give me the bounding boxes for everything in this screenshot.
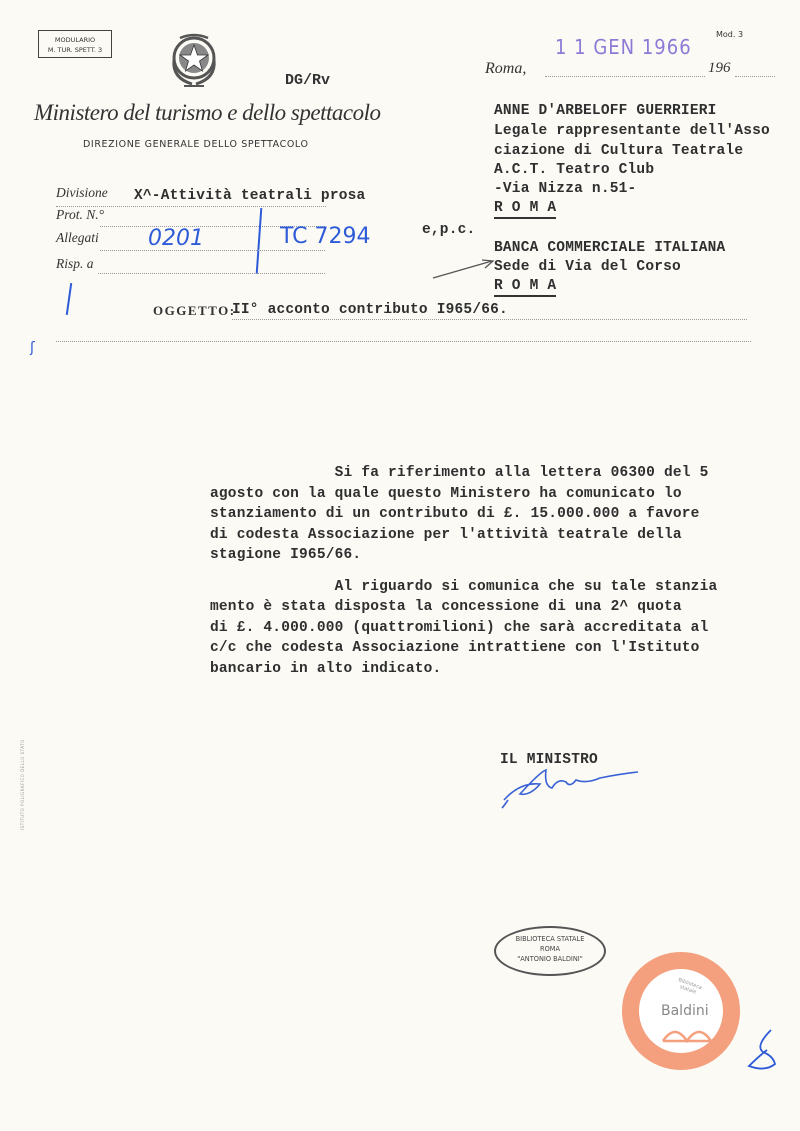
- reference-code: DG/Rv: [285, 72, 331, 89]
- year-prefix: 196: [708, 60, 731, 76]
- body-line: agosto con la quale questo Ministero ha comunicato lo: [210, 485, 682, 502]
- allegati-label: Allegati: [56, 230, 99, 245]
- logo-name: Baldini: [661, 1003, 709, 1019]
- baldini-logo: [622, 952, 740, 1070]
- book-arch-icon: [661, 1023, 713, 1043]
- library-stamp-line3: "ANTONIO BALDINI": [517, 955, 583, 963]
- handwritten-signature-icon: [500, 762, 640, 812]
- handwritten-arrow-icon: [430, 258, 500, 282]
- form-code-box: [38, 30, 112, 58]
- library-stamp: [494, 926, 606, 976]
- printer-margin-text: ISTITUTO POLIGRAFICO DELLO STATO: [20, 739, 25, 830]
- subject-line: [232, 319, 747, 320]
- library-stamp-line2: ROMA: [540, 945, 560, 953]
- handwritten-page-mark-icon: [745, 1026, 781, 1074]
- body-line: di £. 4.000.000 (quattromilioni) che sarà accreditata al: [210, 619, 709, 636]
- recipient-line: Legale rappresentante dell'Asso: [494, 123, 770, 139]
- subject-text: II° acconto contributo I965/66.: [232, 302, 508, 318]
- dotted-line: [100, 250, 325, 251]
- logo-small-text: Biblioteca statale: [677, 977, 703, 996]
- direzione-subtitle: DIREZIONE GENERALE DELLO SPETTACOLO: [83, 139, 309, 150]
- prot-label: Prot. N.°: [56, 207, 105, 222]
- cc-city: R O M A: [494, 278, 556, 297]
- date-dotted-line: [545, 76, 705, 77]
- letter-body: [210, 463, 717, 679]
- form-model-number: Mod. 3: [716, 30, 744, 39]
- cc-label: e,p.c.: [422, 222, 476, 238]
- cc-line: BANCA COMMERCIALE ITALIANA: [494, 240, 726, 256]
- form-code-line2: M. TUR. SPETT. 3: [47, 46, 103, 54]
- date-stamp: 1 1 GEN 1966: [555, 35, 692, 60]
- place-label: Roma,: [485, 60, 527, 77]
- body-line: di codesta Associazione per l'attività teatrale della: [210, 526, 682, 543]
- italian-republic-emblem-icon: [166, 30, 222, 92]
- signature-title: IL MINISTRO: [500, 752, 598, 768]
- body-line: stagione I965/66.: [210, 547, 362, 563]
- recipient-city: R O M A: [494, 200, 556, 219]
- body-line: c/c che codesta Associazione intrattiene con l'Istituto: [210, 640, 700, 656]
- recipient-line: ciazione di Cultura Teatrale: [494, 143, 744, 159]
- divisione-value: X^-Attività teatrali prosa: [134, 188, 366, 204]
- body-line: bancario in alto indicato.: [210, 660, 442, 677]
- library-stamp-line1: BIBLIOTECA STATALE: [515, 935, 585, 943]
- body-line: Al riguardo si comunica che su tale stanzia: [210, 578, 718, 595]
- risp-label: Risp. a: [56, 256, 94, 271]
- ministry-title: Ministero del turismo e dello spettacolo: [34, 100, 381, 125]
- body-line: Si fa riferimento alla lettera 06300 del 5: [210, 465, 709, 481]
- handwritten-mark: [66, 283, 72, 315]
- body-line: mento è stata disposta la concessione di una 2^ quota: [210, 599, 682, 615]
- year-dotted-line: [735, 76, 775, 77]
- divisione-label: Divisione: [56, 185, 108, 200]
- recipient-line: A.C.T. Teatro Club: [494, 162, 655, 178]
- recipient-line: ANNE D'ARBELOFF GUERRIERI: [494, 103, 717, 119]
- form-code-line1: MODULARIO: [54, 36, 96, 44]
- recipient-line: -Via Nizza n.51-: [494, 181, 637, 197]
- subject-label: OGGETTO:: [153, 303, 236, 318]
- separator-line: [56, 341, 751, 342]
- handwritten-number: 0201: [148, 226, 204, 251]
- handwritten-protocol: TC 7294: [280, 224, 371, 249]
- body-line: stanziamento di un contributo di £. 15.000.000 a favore: [210, 506, 700, 522]
- handwritten-stroke: [256, 208, 263, 274]
- dotted-line: [98, 273, 325, 274]
- cc-line: Sede di Via del Corso: [494, 259, 681, 275]
- handwritten-margin-mark: ʃ: [30, 340, 35, 356]
